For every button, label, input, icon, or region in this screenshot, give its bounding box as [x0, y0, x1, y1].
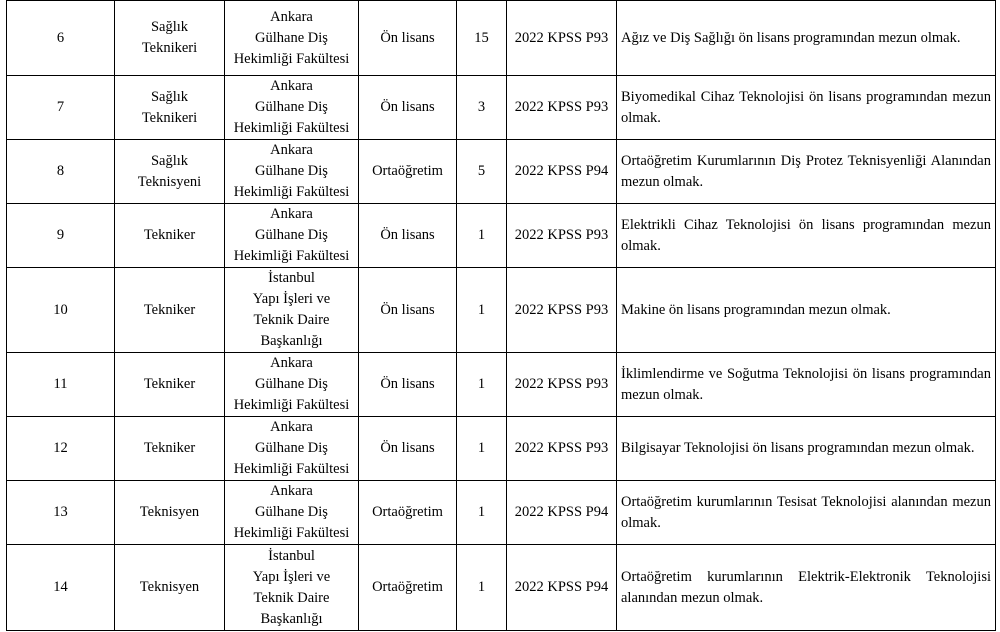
unit-name-line: Ankara — [270, 206, 313, 222]
kpss-score-type: 2022 KPSS P93 — [507, 76, 617, 140]
unit-name — [225, 76, 359, 140]
position-title-line: Tekniker — [143, 376, 196, 392]
unit-name — [225, 268, 359, 353]
position-title-line: Teknikeri — [141, 40, 198, 56]
unit-name-line: Teknik Daire — [253, 589, 330, 606]
kpss-score-type: 2022 KPSS P93 — [507, 268, 617, 353]
requirement-text: Bilgisayar Teknolojisi ön lisans programından mezun olmak. — [617, 417, 996, 481]
table-row — [7, 545, 996, 631]
row-number: 9 — [7, 204, 115, 268]
table-row — [7, 353, 996, 417]
education-level: Ön lisans — [359, 353, 457, 417]
unit-name-line: Ankara — [270, 419, 313, 435]
position-title-line: Teknisyeni — [137, 173, 202, 190]
requirement-text: Biyomedikal Cihaz Teknolojisi ön lisans programından mezun olmak. — [617, 76, 996, 140]
unit-name — [225, 353, 359, 417]
unit-name — [225, 1, 359, 76]
requirement-text: Ortaöğretim Kurumlarının Diş Protez Teknisyenliği Alanından mezun olmak. — [617, 140, 996, 204]
unit-name-line: Hekimliği Fakültesi — [233, 184, 350, 200]
position-title-line: Teknisyen — [139, 579, 200, 595]
education-level: Ortaöğretim — [359, 140, 457, 204]
position-title-line: Tekniker — [143, 440, 196, 456]
requirement-text: Ortaöğretim kurumlarının Elektrik-Elektronik Teknolojisi alanından mezun olmak. — [617, 545, 996, 631]
position-title — [115, 1, 225, 76]
requirement-text: Elektrikli Cihaz Teknolojisi ön lisans programından mezun olmak. — [617, 204, 996, 268]
education-level: Ön lisans — [359, 76, 457, 140]
position-title — [115, 545, 225, 631]
position-count: 1 — [457, 481, 507, 545]
unit-name-line: İstanbul — [268, 270, 315, 286]
position-count: 5 — [457, 140, 507, 204]
table-row — [7, 417, 996, 481]
position-title — [115, 268, 225, 353]
education-level: Ön lisans — [359, 417, 457, 481]
position-title-line: Sağlık — [150, 19, 189, 35]
table-row — [7, 204, 996, 268]
unit-name-line: Ankara — [270, 78, 313, 94]
unit-name-line: Gülhane Diş — [255, 99, 328, 115]
position-title — [115, 353, 225, 417]
position-title — [115, 481, 225, 545]
unit-name — [225, 140, 359, 204]
row-number: 13 — [7, 481, 115, 545]
requirement-text: Ağız ve Diş Sağlığı ön lisans programından mezun olmak. — [617, 1, 996, 76]
unit-name-line: Hekimliği Fakültesi — [233, 120, 350, 136]
positions-table — [6, 0, 996, 631]
requirement-text: Makine ön lisans programından mezun olmak. — [617, 268, 996, 353]
unit-name-line: Gülhane Diş — [255, 163, 328, 179]
unit-name — [225, 545, 359, 631]
position-title — [115, 140, 225, 204]
table-row — [7, 1, 996, 76]
position-count: 15 — [457, 1, 507, 76]
unit-name-line: Başkanlığı — [260, 333, 323, 349]
table-row — [7, 268, 996, 353]
requirement-text: Ortaöğretim kurumlarının Tesisat Teknolojisi alanından mezun olmak. — [617, 481, 996, 545]
education-level: Ortaöğretim — [359, 481, 457, 545]
unit-name-line: Yapı İşleri ve — [252, 568, 331, 585]
row-number: 6 — [7, 1, 115, 76]
kpss-score-type: 2022 KPSS P94 — [507, 545, 617, 631]
kpss-score-type: 2022 KPSS P93 — [507, 417, 617, 481]
position-title-line: Sağlık — [150, 152, 189, 169]
unit-name-line: Gülhane Diş — [255, 504, 328, 520]
education-level: Ön lisans — [359, 204, 457, 268]
row-number: 11 — [7, 353, 115, 417]
position-title-line: Tekniker — [143, 227, 196, 243]
position-count: 1 — [457, 353, 507, 417]
position-title-line: Teknikeri — [141, 109, 198, 126]
table-row — [7, 76, 996, 140]
unit-name-line: Gülhane Diş — [255, 376, 328, 392]
unit-name-line: Ankara — [270, 142, 313, 158]
row-number: 7 — [7, 76, 115, 140]
row-number: 8 — [7, 140, 115, 204]
table-row — [7, 140, 996, 204]
education-level: Ön lisans — [359, 268, 457, 353]
row-number: 10 — [7, 268, 115, 353]
position-title — [115, 76, 225, 140]
unit-name-line: Başkanlığı — [260, 610, 323, 627]
position-title-line: Tekniker — [143, 301, 196, 318]
unit-name — [225, 481, 359, 545]
position-count: 1 — [457, 545, 507, 631]
unit-name-line: Hekimliği Fakültesi — [233, 397, 350, 413]
kpss-score-type: 2022 KPSS P93 — [507, 1, 617, 76]
unit-name-line: Ankara — [270, 8, 313, 25]
kpss-score-type: 2022 KPSS P93 — [507, 204, 617, 268]
education-level: Ortaöğretim — [359, 545, 457, 631]
position-title — [115, 204, 225, 268]
unit-name-line: Teknik Daire — [253, 312, 330, 328]
row-number: 12 — [7, 417, 115, 481]
education-level: Ön lisans — [359, 1, 457, 76]
table-row — [7, 481, 996, 545]
position-count: 1 — [457, 268, 507, 353]
kpss-score-type: 2022 KPSS P94 — [507, 140, 617, 204]
unit-name-line: Ankara — [270, 355, 313, 371]
unit-name-line: Gülhane Diş — [255, 227, 328, 243]
position-title-line: Teknisyen — [139, 504, 200, 520]
unit-name-line: Hekimliği Fakültesi — [233, 50, 350, 67]
unit-name-line: İstanbul — [268, 547, 315, 564]
unit-name-line: Gülhane Diş — [255, 29, 328, 46]
requirement-text: İklimlendirme ve Soğutma Teknolojisi ön lisans programından mezun olmak. — [617, 353, 996, 417]
unit-name-line: Ankara — [270, 483, 313, 499]
unit-name-line: Hekimliği Fakültesi — [233, 248, 350, 264]
unit-name-line: Hekimliği Fakültesi — [233, 525, 350, 541]
position-title-line: Sağlık — [150, 88, 189, 105]
position-count: 1 — [457, 417, 507, 481]
unit-name — [225, 417, 359, 481]
kpss-score-type: 2022 KPSS P94 — [507, 481, 617, 545]
position-count: 3 — [457, 76, 507, 140]
position-title — [115, 417, 225, 481]
unit-name-line: Hekimliği Fakültesi — [233, 461, 350, 477]
row-number: 14 — [7, 545, 115, 631]
position-count: 1 — [457, 204, 507, 268]
unit-name — [225, 204, 359, 268]
unit-name-line: Yapı İşleri ve — [252, 291, 331, 307]
unit-name-line: Gülhane Diş — [255, 440, 328, 456]
kpss-score-type: 2022 KPSS P93 — [507, 353, 617, 417]
